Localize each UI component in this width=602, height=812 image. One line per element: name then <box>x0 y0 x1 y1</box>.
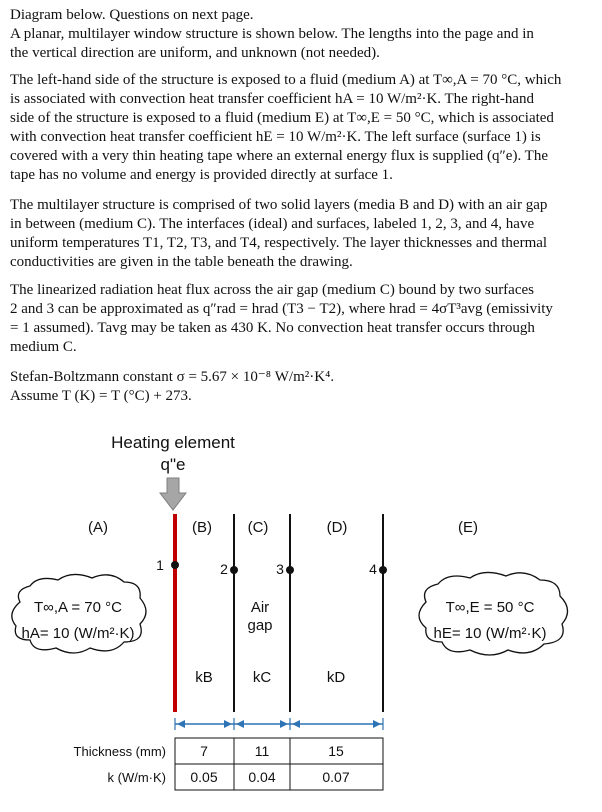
surface-2-number: 2 <box>220 561 228 577</box>
paragraph-line: = 1 assumed). Tavg may be taken as 430 K. No convection heat transfer occurs through <box>10 320 535 336</box>
paragraph-line: The left-hand side of the structure is exposed to a fluid (medium A) at T∞,A = 70 °C, which <box>10 72 562 88</box>
paragraph-line: with convection heat transfer coefficient hE = 10 W/m²·K. The left surface (surface 1) is <box>10 129 541 145</box>
surface-2-point <box>230 566 238 574</box>
paragraph-line: side of the structure is exposed to a fluid (medium E) at T∞,E = 50 °C, which is associated <box>10 110 554 126</box>
window-diagram <box>0 420 602 812</box>
table-cell-k-c: 0.04 <box>248 769 276 785</box>
paragraph-line: The linearized radiation heat flux across the air gap (medium C) bound by two surfaces <box>10 282 534 298</box>
thickness-row-label: Thickness (mm) <box>73 744 166 759</box>
right-convection-coefficient: hE= 10 (W/m²·K) <box>433 625 547 642</box>
heat-flux-arrow-icon <box>160 478 186 510</box>
medium-c-label: (C) <box>247 519 269 536</box>
conductivity-d-label: kD <box>326 669 346 686</box>
medium-b-label: (B) <box>192 519 212 536</box>
paragraph-line: conductivities are given in the table beneath the drawing. <box>10 254 353 270</box>
left-convection-coefficient: hA= 10 (W/m²·K) <box>21 625 135 642</box>
table-cell-k-d: 0.07 <box>322 769 350 785</box>
table-cell-thickness-c: 11 <box>254 743 270 759</box>
air-gap-label: Air <box>250 599 270 616</box>
paragraph-line: is associated with convection heat transfer coefficient hA = 10 W/m²·K. The right-hand <box>10 91 535 107</box>
table-cell-thickness-d: 15 <box>328 743 344 759</box>
table-cell-k-b: 0.05 <box>190 769 218 785</box>
paragraph-line: in between (medium C). The interfaces (ideal) and surfaces, labeled 1, 2, 3, and 4, have <box>10 216 535 232</box>
paragraph-line: 2 and 3 can be approximated as q″rad = hrad (T3 − T2), where hrad = 4σT³avg (emissivity <box>10 301 553 317</box>
intro-line: Diagram below. Questions on next page. <box>10 7 254 23</box>
medium-d-label: (D) <box>326 519 348 536</box>
conductivity-c-label: kC <box>252 669 272 686</box>
surface-4-number: 4 <box>369 561 377 577</box>
surface-3-number: 3 <box>276 561 284 577</box>
heat-flux-label: q"e <box>160 455 186 474</box>
conductivity-b-label: kB <box>195 669 213 686</box>
left-fluid-temperature: T∞,A = 70 °C <box>34 599 122 616</box>
conductivity-row-label: k (W/m·K) <box>107 770 166 785</box>
medium-e-label: (E) <box>458 519 478 536</box>
kelvin-conversion: Assume T (K) = T (°C) + 273. <box>10 388 192 404</box>
surface-4-point <box>379 566 387 574</box>
paragraph-line: The multilayer structure is comprised of two solid layers (media B and D) with an air gap <box>10 197 548 213</box>
air-gap-label: gap <box>247 617 273 634</box>
heating-element-label: Heating element <box>111 433 235 452</box>
medium-a-label: (A) <box>88 519 108 536</box>
paragraph-line: medium C. <box>10 339 77 355</box>
paragraph-line: tape has no volume and energy is provided directly at surface 1. <box>10 167 393 183</box>
paragraph-line: covered with a very thin heating tape where an external energy flux is supplied (q″e). The <box>10 148 549 164</box>
description-line: the vertical direction are uniform, and unknown (not needed). <box>10 45 380 61</box>
surface-1-point <box>171 561 179 569</box>
table-cell-thickness-b: 7 <box>200 743 208 759</box>
right-fluid-temperature: T∞,E = 50 °C <box>445 599 535 616</box>
surface-1-number: 1 <box>156 557 164 573</box>
surface-3-point <box>286 566 294 574</box>
stefan-boltzmann-constant: Stefan-Boltzmann constant σ = 5.67 × 10⁻⁸ W/m²·K⁴. <box>10 369 335 385</box>
description-line: A planar, multilayer window structure is shown below. The lengths into the page and in <box>10 26 534 42</box>
paragraph-line: uniform temperatures T1, T2, T3, and T4, respectively. The layer thicknesses and thermal <box>10 235 548 251</box>
